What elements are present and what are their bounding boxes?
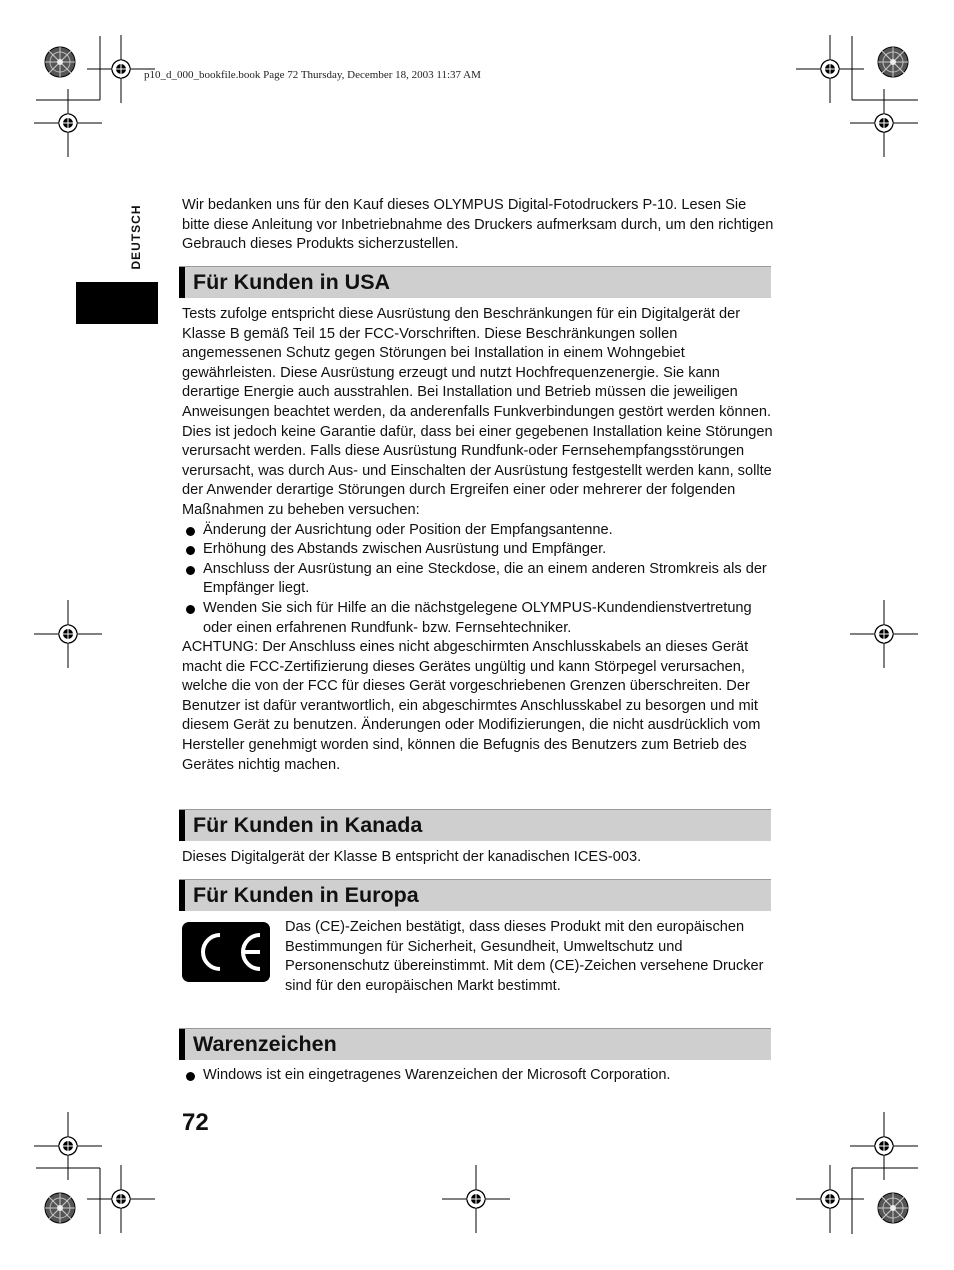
page-number: 72 [182,1109,209,1136]
list-item: Erhöhung des Abstands zwischen Ausrüstung und Empfänger. [182,540,774,560]
section-title-warenzeichen: Warenzeichen [193,1032,337,1056]
ce-mark-logo [182,922,270,982]
section-heading-kanada [179,809,771,841]
section-title-usa: Für Kunden in USA [193,270,391,294]
section-body-warenzeichen [182,1066,774,1086]
section-heading-usa [179,266,771,298]
usa-body-text: Tests zufolge entspricht diese Ausrüstung den Beschränkungen für ein Digitalgerät der Klasse B gemäß Teil 15 der FCC-Vorschriften. Diese Beschränkungen sollen angemessenen Schutz gegen Störungen bei Installation in einem Wohngebiet gewährleisten. Diese Ausrüstung erzeugt und nutzt Hochfrequenzenergie. Sie kann derartige Energie auch ausstrahlen. Bei Installation und Betrieb müssen die jeweiligen Anweisungen beachtet werden, da anderenfalls Funkverbindungen gestört werden können. Dies ist jedoch keine Garantie dafür, dass bei einer gegebenen Installation keine Störungen verursacht werden. Falls diese Ausrüstung Rundfunk-oder Fernsehempfangsstörungen verursacht, was durch Aus- und Einschalten der Ausrüstung festgestellt werden kann, sollte der Anwender derartige Störungen durch Ergreifen einer oder mehrerer der folgenden Maßnahmen zu beheben versuchen: [182,306,773,518]
section-heading-europa [179,879,771,911]
section-title-europa: Für Kunden in Europa [193,883,419,907]
usa-warning-text: ACHTUNG: Der Anschluss eines nicht abgeschirmten Anschlusskabels an dieses Gerät macht die FCC-Zertifizierung dieses Gerätes ungültig und kann Störpegel verursachen, welche die von der FCC für dieses Gerät vorgeschriebenen Grenzen überschreiten. Der Benutzer ist dafür verantwortlich, ein abgeschirmtes Anschlusskabel zu besorgen und mit diesem Gerät zu benutzen. Änderungen oder Modifizierungen, die nicht ausdrücklich vom Hersteller genehmigt worden sind, können die Befugnis des Benutzers zum Betrieb des Gerätes nichtig machen. [182,639,761,773]
section-title-kanada: Für Kunden in Kanada [193,813,423,837]
heading-bar [179,1029,185,1060]
trademark-bullet-list [182,1066,774,1086]
list-item: Änderung der Ausrichtung oder Position der Empfangsantenne. [182,521,774,541]
heading-bar [179,267,185,298]
list-item: Wenden Sie sich für Hilfe an die nächstgelegene OLYMPUS-Kundendienstvertretung oder einen erfahrenen Rundfunk- bzw. Fernsehtechniker. [182,599,774,638]
heading-bar [179,880,185,911]
intro-paragraph: Wir bedanken uns für den Kauf dieses OLYMPUS Digital-Fotodruckers P-10. Lesen Sie bitte diese Anleitung vor Inbetriebnahme des Druckers aufmerksam durch, um den richtigen Gebrauch dieses Produkts sicherzustellen. [182,197,774,253]
file-info-header: p10_d_000_bookfile.book Page 72 Thursday, December 18, 2003 11:37 AM [144,69,481,81]
language-tab-label: DEUTSCH [129,204,143,270]
section-heading-warenzeichen [179,1028,771,1060]
section-body-usa [182,305,774,775]
language-tab-marker [76,282,158,324]
heading-bar [179,810,185,841]
list-item: Windows ist ein eingetragenes Warenzeichen der Microsoft Corporation. [182,1066,774,1086]
language-tab [124,196,148,278]
section-body-europa: Das (CE)-Zeichen bestätigt, dass dieses Produkt mit den europäischen Bestimmungen für Sicherheit, Gesundheit, Umweltschutz und Personenschutz übereinstimmt. Mit dem (CE)-Zeichen versehene Drucker sind für den europäischen Markt bestimmt. [285,919,764,994]
list-item: Anschluss der Ausrüstung an eine Steckdose, die an einem anderen Stromkreis als der Empfänger liegt. [182,560,774,599]
section-body-kanada: Dieses Digitalgerät der Klasse B entspricht der kanadischen ICES-003. [182,849,642,865]
usa-bullet-list [182,521,774,639]
